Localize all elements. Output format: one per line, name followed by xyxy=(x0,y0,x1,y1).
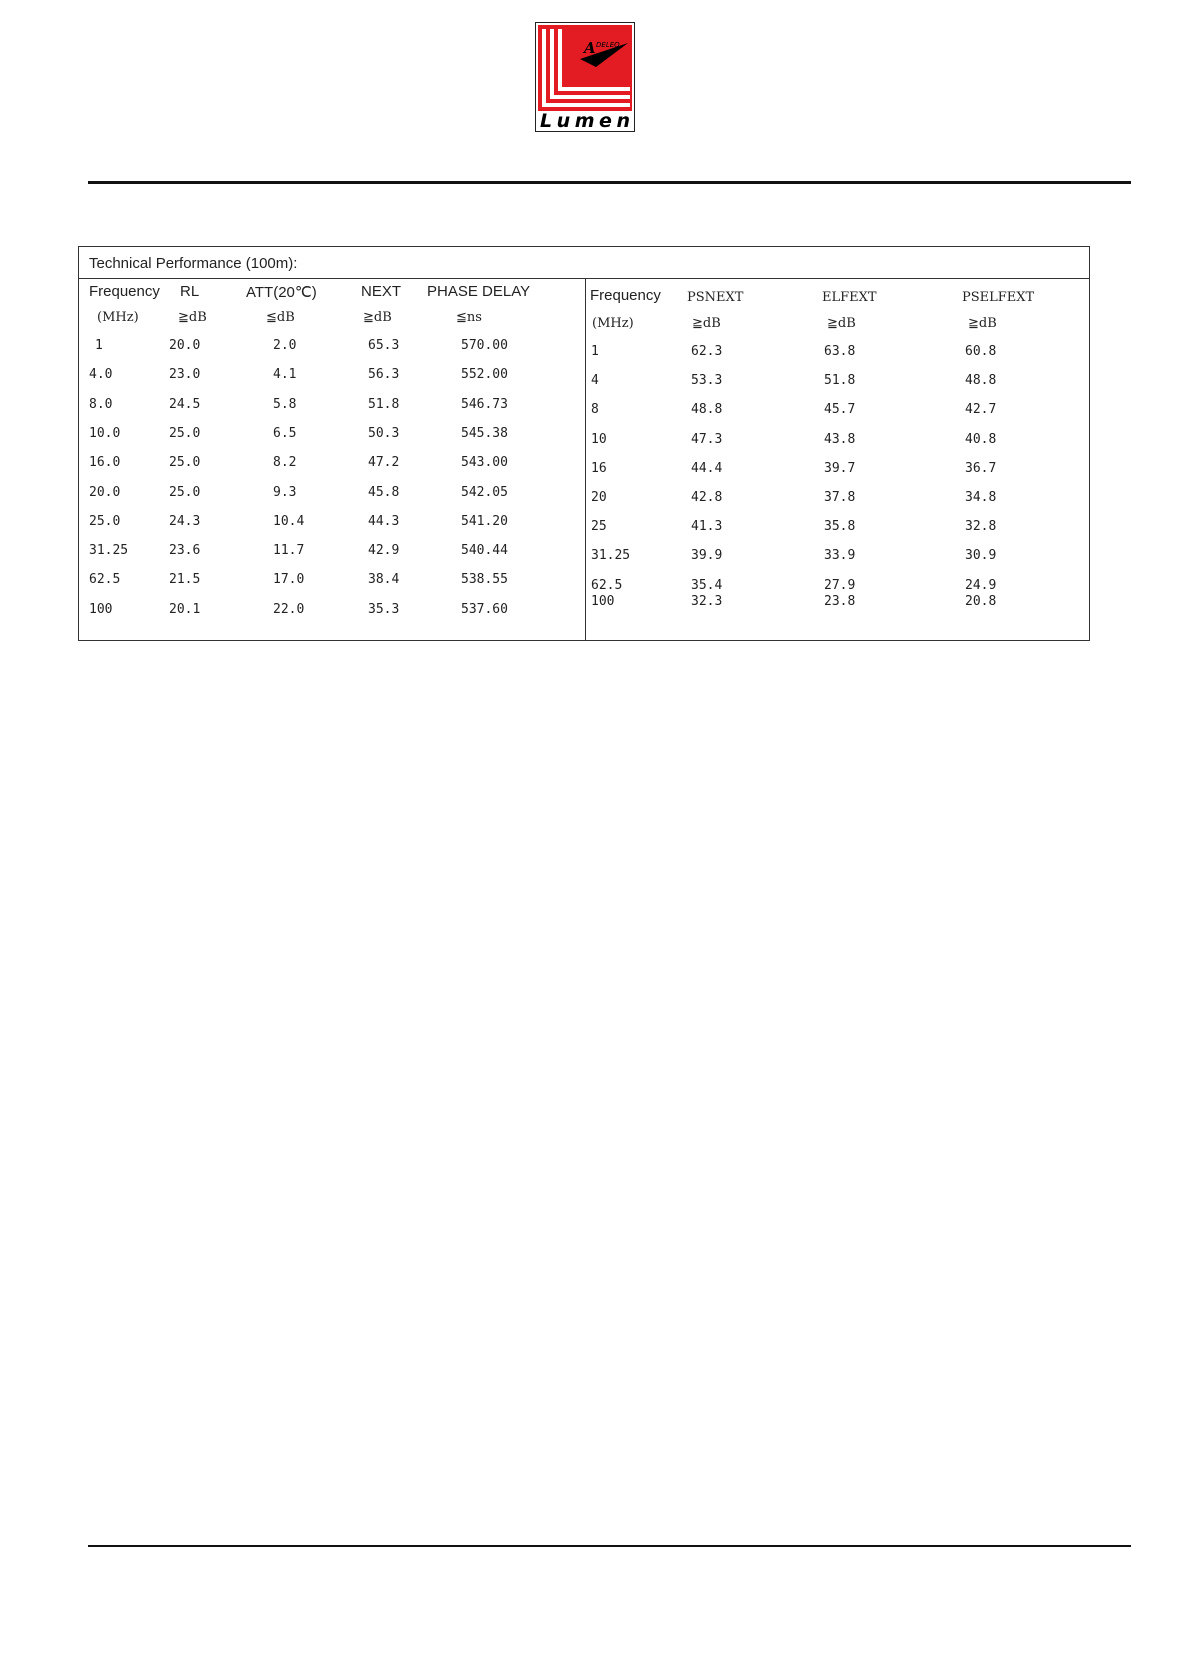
right-header-0: Frequency xyxy=(590,287,661,304)
left-cell-r4-c1: 25.0 xyxy=(169,455,201,471)
right-cell-r9-c2: 23.8 xyxy=(824,594,856,609)
svg-text:DELEQ: DELEQ xyxy=(596,41,620,49)
left-cell-r3-c2: 6.5 xyxy=(273,425,297,441)
left-cell-r5-c3: 45.8 xyxy=(368,484,400,500)
right-cell-r6-c0: 25 xyxy=(591,519,607,535)
right-cell-r4-c2: 39.7 xyxy=(824,460,856,476)
left-cell-r6-c3: 44.3 xyxy=(368,513,400,529)
right-cell-r2-c3: 42.7 xyxy=(965,402,997,418)
right-cell-r2-c0: 8 xyxy=(591,402,599,418)
left-cell-r7-c4: 540.44 xyxy=(461,543,508,559)
svg-text:Lumen: Lumen xyxy=(540,110,630,131)
left-cell-r6-c4: 541.20 xyxy=(461,513,508,529)
left-unit-1: ≧dB xyxy=(178,310,207,325)
left-header-4: PHASE DELAY xyxy=(427,283,531,300)
left-cell-r6-c2: 10.4 xyxy=(273,513,305,529)
left-header-3: NEXT xyxy=(361,283,402,300)
left-cell-r6-c0: 25.0 xyxy=(89,513,121,529)
right-cell-r0-c0: 1 xyxy=(591,344,599,359)
right-header-2: ELFEXT xyxy=(822,290,877,305)
left-cell-r1-c4: 552.00 xyxy=(461,367,508,383)
right-cell-r2-c2: 45.7 xyxy=(824,402,856,418)
right-header-3: PSELFEXT xyxy=(962,290,1035,305)
right-cell-r5-c1: 42.8 xyxy=(691,490,723,505)
caption-divider xyxy=(79,278,1089,279)
right-cell-r3-c1: 47.3 xyxy=(691,431,723,447)
right-cell-r3-c0: 10 xyxy=(591,431,607,447)
right-cell-r6-c2: 35.8 xyxy=(824,519,856,535)
right-cell-r0-c1: 62.3 xyxy=(691,344,723,359)
left-cell-r1-c1: 23.0 xyxy=(169,367,201,383)
right-cell-r1-c3: 48.8 xyxy=(965,373,997,389)
right-cell-r8-c3: 24.9 xyxy=(965,577,997,593)
left-cell-r0-c3: 65.3 xyxy=(368,338,400,353)
right-cell-r0-c2: 63.8 xyxy=(824,344,856,359)
left-cell-r2-c4: 546.73 xyxy=(461,396,508,412)
right-cell-r8-c0: 62.5 xyxy=(591,577,623,593)
header-rule xyxy=(88,181,1131,184)
right-cell-r5-c0: 20 xyxy=(591,490,607,505)
left-cell-r6-c1: 24.3 xyxy=(169,513,201,529)
left-cell-r0-c0: 1 xyxy=(95,338,103,353)
footer-rule xyxy=(88,1545,1131,1547)
right-cell-r2-c1: 48.8 xyxy=(691,402,723,418)
left-unit-2: ≦dB xyxy=(266,310,295,325)
left-cell-r7-c3: 42.9 xyxy=(368,543,400,559)
left-cell-r1-c0: 4.0 xyxy=(89,367,113,383)
table-caption: Technical Performance (100m): xyxy=(89,255,298,272)
right-cell-r7-c1: 39.9 xyxy=(691,548,723,564)
left-cell-r0-c2: 2.0 xyxy=(273,338,297,353)
left-cell-r2-c2: 5.8 xyxy=(273,396,297,412)
left-cell-r5-c2: 9.3 xyxy=(273,484,297,500)
right-cell-r1-c0: 4 xyxy=(591,373,599,389)
right-cell-r5-c2: 37.8 xyxy=(824,490,856,505)
left-cell-r9-c4: 537.60 xyxy=(461,601,508,617)
left-unit-0: (MHz) xyxy=(97,310,139,325)
left-cell-r8-c1: 21.5 xyxy=(169,572,201,588)
right-cell-r5-c3: 34.8 xyxy=(965,490,997,505)
left-unit-4: ≦ns xyxy=(456,310,482,325)
left-cell-r3-c3: 50.3 xyxy=(368,425,400,441)
right-cell-r7-c2: 33.9 xyxy=(824,548,856,564)
left-unit-3: ≧dB xyxy=(363,310,392,325)
right-unit-0: (MHz) xyxy=(592,316,634,331)
left-cell-r8-c0: 62.5 xyxy=(89,572,121,588)
right-cell-r9-c0: 100 xyxy=(591,594,615,609)
right-cell-r8-c2: 27.9 xyxy=(824,577,856,593)
left-header-0: Frequency xyxy=(89,283,160,300)
left-cell-r8-c3: 38.4 xyxy=(368,572,400,588)
left-header-2: ATT(20℃) xyxy=(246,284,317,301)
left-cell-r4-c3: 47.2 xyxy=(368,455,400,471)
right-cell-r3-c3: 40.8 xyxy=(965,431,997,447)
left-cell-r5-c1: 25.0 xyxy=(169,484,201,500)
left-cell-r1-c2: 4.1 xyxy=(273,367,297,383)
left-cell-r4-c0: 16.0 xyxy=(89,455,121,471)
left-cell-r9-c0: 100 xyxy=(89,601,113,617)
left-cell-r3-c4: 545.38 xyxy=(461,425,508,441)
left-cell-r3-c0: 10.0 xyxy=(89,425,121,441)
right-cell-r0-c3: 60.8 xyxy=(965,344,997,359)
right-cell-r4-c3: 36.7 xyxy=(965,460,997,476)
left-cell-r9-c3: 35.3 xyxy=(368,601,400,617)
left-cell-r8-c4: 538.55 xyxy=(461,572,508,588)
right-cell-r4-c1: 44.4 xyxy=(691,460,723,476)
right-cell-r8-c1: 35.4 xyxy=(691,577,723,593)
left-cell-r8-c2: 17.0 xyxy=(273,572,305,588)
left-cell-r7-c0: 31.25 xyxy=(89,543,129,559)
left-header-1: RL xyxy=(180,283,200,300)
left-cell-r0-c4: 570.00 xyxy=(461,338,508,353)
company-logo xyxy=(535,22,635,132)
right-cell-r3-c2: 43.8 xyxy=(824,431,856,447)
left-cell-r2-c0: 8.0 xyxy=(89,396,113,412)
left-cell-r0-c1: 20.0 xyxy=(169,338,201,353)
left-cell-r5-c4: 542.05 xyxy=(461,484,508,500)
svg-text:A: A xyxy=(584,39,596,57)
lumen-logo-icon xyxy=(536,23,634,131)
left-cell-r7-c2: 11.7 xyxy=(273,543,305,559)
left-cell-r2-c1: 24.5 xyxy=(169,396,201,412)
right-cell-r7-c3: 30.9 xyxy=(965,548,997,564)
left-cell-r4-c4: 543.00 xyxy=(461,455,508,471)
left-cell-r7-c1: 23.6 xyxy=(169,543,201,559)
right-cell-r6-c1: 41.3 xyxy=(691,519,723,535)
left-cell-r3-c1: 25.0 xyxy=(169,425,201,441)
technical-performance-table xyxy=(78,246,1090,641)
right-cell-r9-c3: 20.8 xyxy=(965,594,997,609)
left-cell-r9-c2: 22.0 xyxy=(273,601,305,617)
left-cell-r2-c3: 51.8 xyxy=(368,396,400,412)
right-cell-r1-c1: 53.3 xyxy=(691,373,723,389)
right-cell-r6-c3: 32.8 xyxy=(965,519,997,535)
right-cell-r1-c2: 51.8 xyxy=(824,373,856,389)
right-header-1: PSNEXT xyxy=(687,290,744,305)
left-cell-r9-c1: 20.1 xyxy=(169,601,201,617)
right-cell-r7-c0: 31.25 xyxy=(591,548,631,564)
right-unit-3: ≧dB xyxy=(968,316,997,331)
left-cell-r5-c0: 20.0 xyxy=(89,484,121,500)
right-unit-2: ≧dB xyxy=(827,316,856,331)
left-cell-r4-c2: 8.2 xyxy=(273,455,297,471)
right-unit-1: ≧dB xyxy=(692,316,721,331)
right-cell-r9-c1: 32.3 xyxy=(691,594,723,609)
column-divider xyxy=(585,278,586,640)
right-cell-r4-c0: 16 xyxy=(591,460,607,476)
left-cell-r1-c3: 56.3 xyxy=(368,367,400,383)
